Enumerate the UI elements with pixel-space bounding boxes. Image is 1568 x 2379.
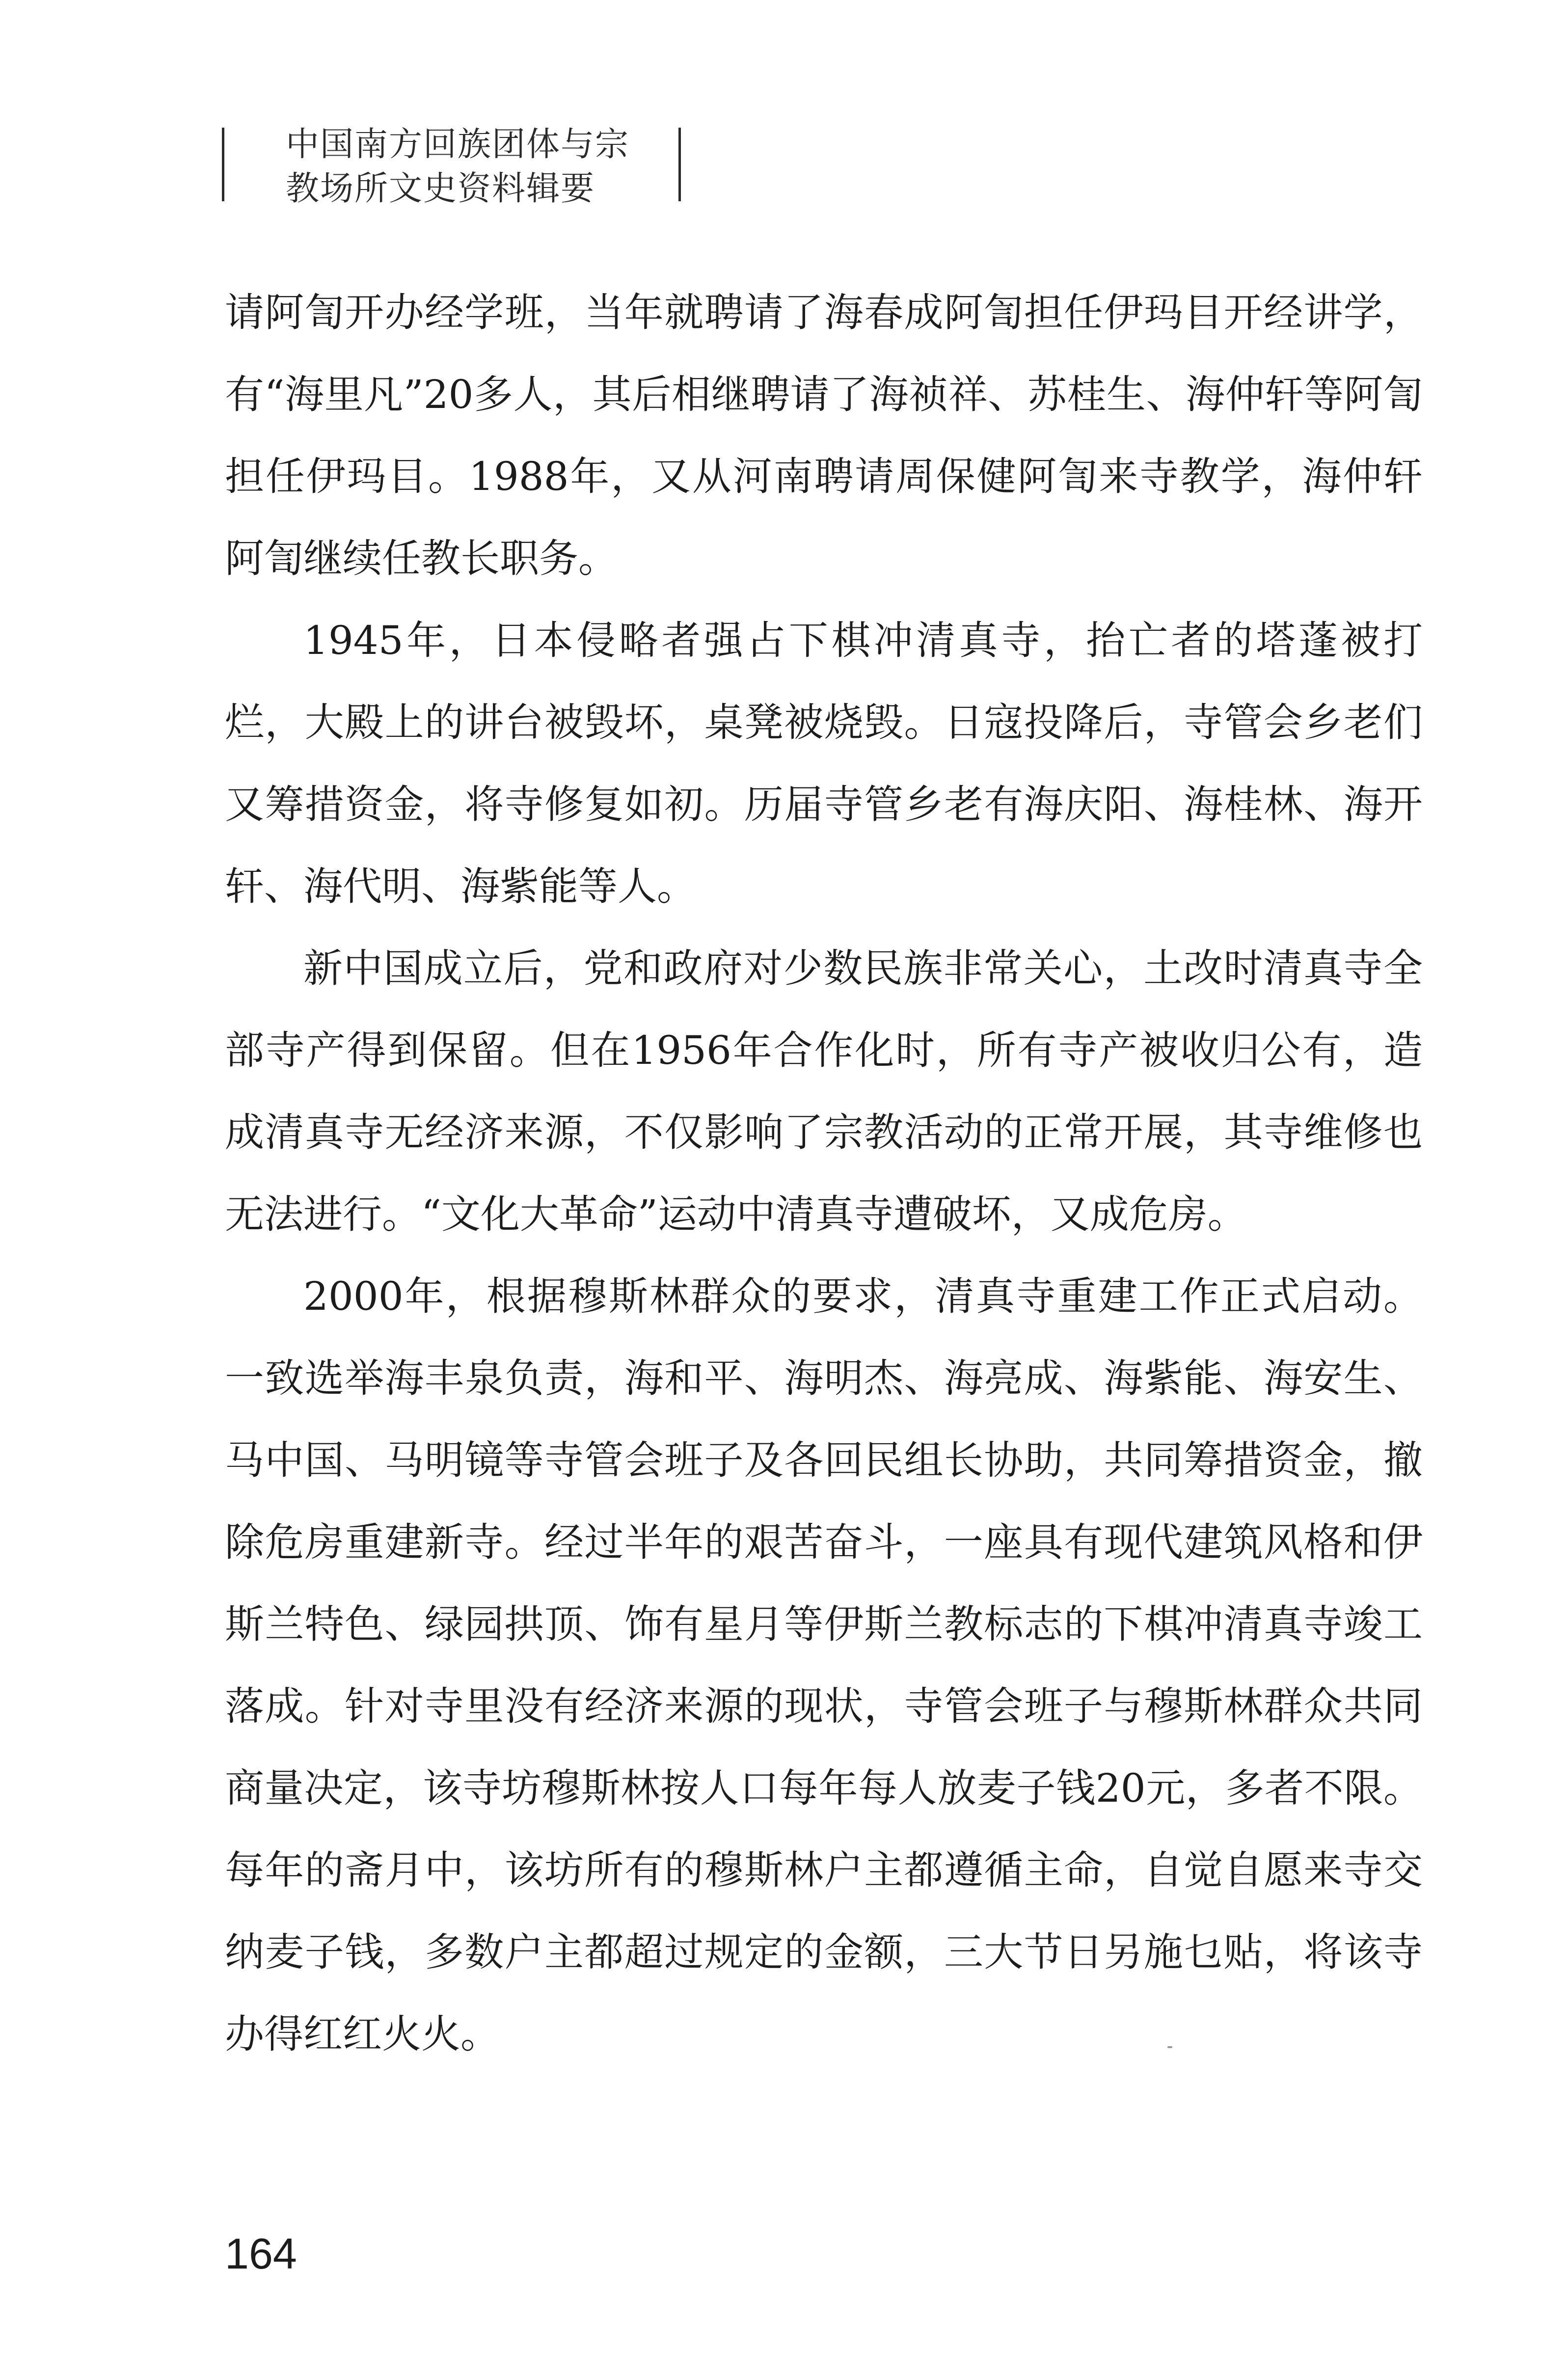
scan-speck — [1167, 2046, 1172, 2048]
book-title — [286, 123, 659, 211]
paragraph-2: 1945年，日本侵略者强占下棋冲清真寺，抬亡者的塔蓬被打烂，大殿上的讲台被毁坏，桌凳被烧毁。日寇投降后，寺管会乡老们又筹措资金，将寺修复如初。历届寺管乡老有海庆阳、海桂林、海开轩、海代明、海紫能等人。 — [225, 618, 1423, 909]
running-header — [222, 123, 682, 206]
book-title-line-2: 教场所文史资料辑要 — [286, 169, 595, 208]
paragraph-3: 新中国成立后，党和政府对少数民族非常关心，土改时清真寺全部寺产得到保留。但在1956年合作化时，所有寺产被收归公有，造成清真寺无经济来源，不仅影响了宗教活动的正常开展，其寺维修也无法进行。“文化大革命”运动中清真寺遭破坏，又成危房。 — [225, 946, 1423, 1237]
header-right-rule — [678, 128, 681, 201]
page-number: 164 — [225, 2229, 297, 2278]
paragraph-1: 请阿訇开办经学班，当年就聘请了海春成阿訇担任伊玛目开经讲学，有“海里凡”20多人，其后相继聘请了海祯祥、苏桂生、海仲轩等阿訇担任伊玛目。1988年，又从河南聘请周保健阿訇来寺教学，海仲轩阿訇继续任教长职务。 — [225, 290, 1423, 581]
paragraph-4: 2000年，根据穆斯林群众的要求，清真寺重建工作正式启动。一致选举海丰泉负责，海和平、海明杰、海亮成、海紫能、海安生、马中国、马明镜等寺管会班子及各回民组长协助，共同筹措资金，撤除危房重建新寺。经过半年的艰苦奋斗，一座具有现代建筑风格和伊斯兰特色、绿园拱顶、饰有星月等伊斯兰教标志的下棋冲清真寺竣工落成。针对寺里没有经济来源的现状，寺管会班子与穆斯林群众共同商量决定，该寺坊穆斯林按人口每年每人放麦子钱20元，多者不限。每年的斋月中，该坊所有的穆斯林户主都遵循主命，自觉自愿来寺交纳麦子钱，多数户主都超过规定的金额，三大节日另施乜贴，将该寺办得红红火火。 — [225, 1273, 1423, 2057]
book-title-line-1: 中国南方回族团体与宗 — [286, 125, 630, 164]
body-text — [225, 271, 1423, 2075]
header-left-rule — [222, 128, 224, 201]
